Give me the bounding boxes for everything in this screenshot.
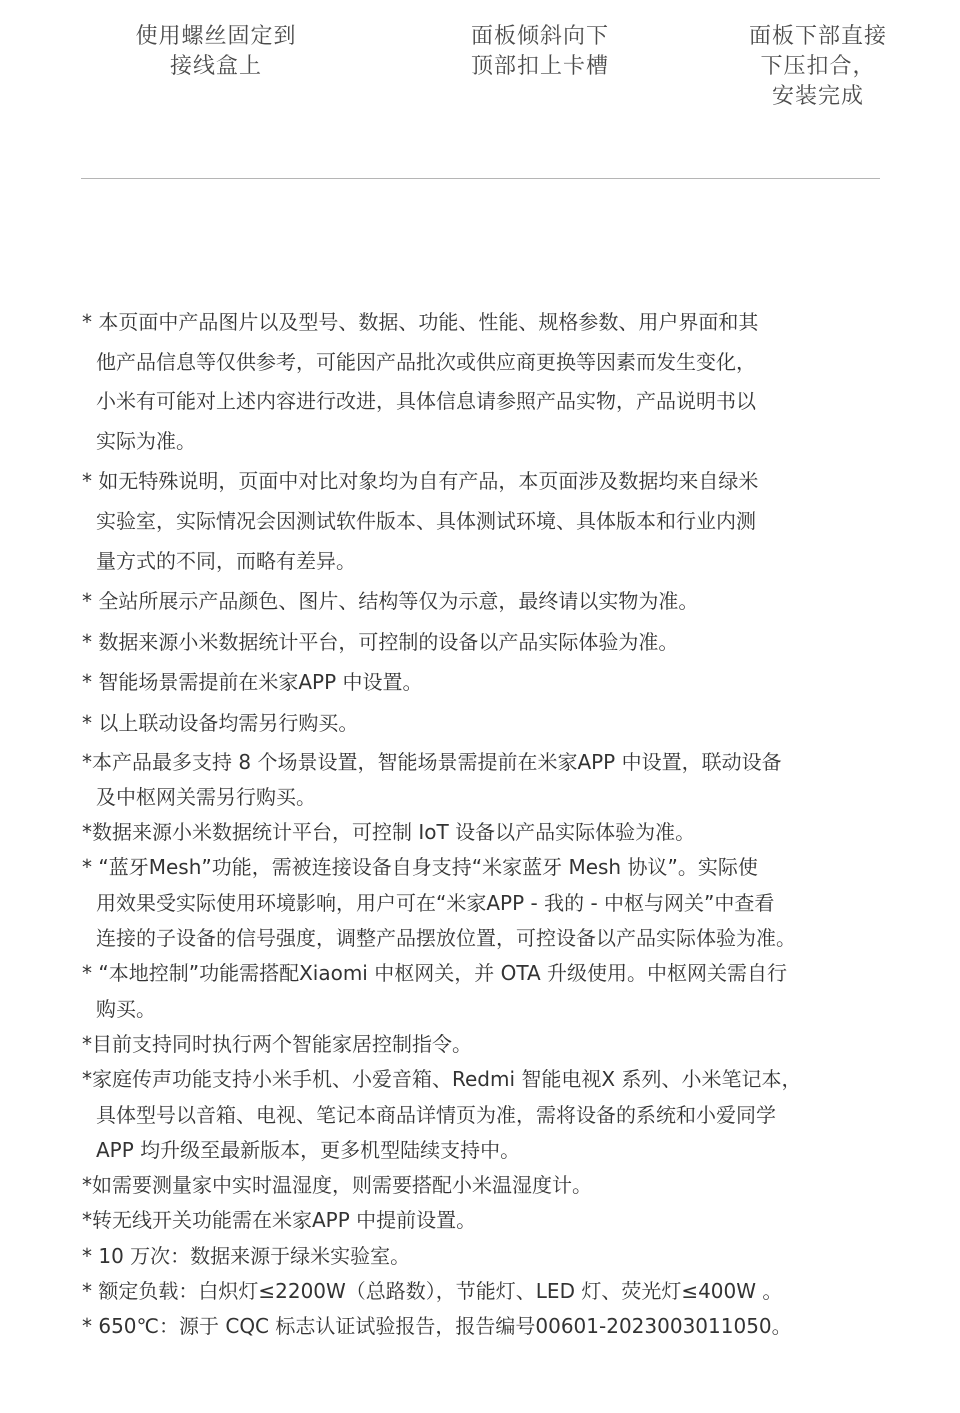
install-steps xyxy=(0,22,960,122)
note-line: 购买。 xyxy=(96,996,156,1021)
install-step-1-line-2: 接线盒上 xyxy=(169,54,262,79)
note-line: * 650℃：源于 CQC 标志认证试验报告，报告编号00601-2023003011050。 xyxy=(82,1314,792,1339)
note-line: * 如无特殊说明，页面中对比对象均为自有产品，本页面涉及数据均来自绿米 xyxy=(82,469,759,494)
footnote-2 xyxy=(82,815,892,850)
note-line: * 额定负载：白炽灯≤2200W（总路数），节能灯、LED 灯、荧光灯≤400W 。 xyxy=(82,1278,783,1303)
note-line: APP 均升级至最新版本，更多机型陆续支持中。 xyxy=(96,1137,521,1162)
disclaimer-note-6 xyxy=(82,704,892,744)
note-line: * “本地控制”功能需搭配Xiaomi 中枢网关，并 OTA 升级使用。中枢网关需自行 xyxy=(82,961,788,986)
note-line: 用效果受实际使用环境影响，用户可在“米家APP - 我的 - 中枢与网关”中查看 xyxy=(96,890,775,915)
note-line: *目前支持同时执行两个智能家居控制指令。 xyxy=(82,1031,472,1056)
footnote-6 xyxy=(82,1062,892,1168)
disclaimer-note-5 xyxy=(82,663,892,703)
footnote-5 xyxy=(82,1027,892,1062)
install-step-2-line-1: 面板倾斜向下 xyxy=(470,24,609,49)
note-line: * 本页面中产品图片以及型号、数据、功能、性能、规格参数、用户界面和其 xyxy=(82,310,759,334)
footnote-4 xyxy=(82,956,892,1027)
footnote-10 xyxy=(82,1274,892,1309)
footnote-8 xyxy=(82,1203,892,1238)
note-line: 实验室，实际情况会因测试软件版本、具体测试环境、具体版本和行业内测 xyxy=(96,508,756,533)
install-step-2 xyxy=(420,22,660,82)
install-step-3 xyxy=(698,22,938,112)
disclaimer-note-1 xyxy=(82,303,892,461)
footnote-9 xyxy=(82,1239,892,1274)
disclaimer-note-3 xyxy=(82,582,892,622)
footnote-11 xyxy=(82,1309,892,1344)
install-step-2-line-2: 顶部扣上卡槽 xyxy=(470,54,609,79)
footnote-7 xyxy=(82,1168,892,1203)
section-divider xyxy=(81,178,880,179)
note-line: 量方式的不同，而略有差异。 xyxy=(96,548,356,573)
note-line: * 智能场景需提前在米家APP 中设置。 xyxy=(82,670,423,695)
note-line: * 全站所展示产品颜色、图片、结构等仅为示意，最终请以实物为准。 xyxy=(82,589,699,614)
install-step-1-line-1: 使用螺丝固定到 xyxy=(135,24,297,49)
note-line: 具体型号以音箱、电视、笔记本商品详情页为准，需将设备的系统和小爱同学 xyxy=(96,1102,776,1127)
note-line: * 数据来源小米数据统计平台，可控制的设备以产品实际体验为准。 xyxy=(82,629,679,654)
note-line: *数据来源小米数据统计平台，可控制 IoT 设备以产品实际体验为准。 xyxy=(82,820,696,845)
install-step-1 xyxy=(96,22,336,82)
note-line: *家庭传声功能支持小米手机、小爱音箱、Redmi 智能电视X 系列、小米笔记本， xyxy=(82,1067,802,1092)
disclaimer-note-4 xyxy=(82,623,892,663)
note-line: 实际为准。 xyxy=(96,428,196,453)
note-line: * “蓝牙Mesh”功能，需被连接设备自身支持“米家蓝牙 Mesh 协议”。实际使 xyxy=(82,855,758,880)
note-line: *本产品最多支持 8 个场景设置，智能场景需提前在米家APP 中设置，联动设备 xyxy=(82,749,782,774)
note-line: * 以上联动设备均需另行购买。 xyxy=(82,710,359,735)
disclaimer-note-2 xyxy=(82,462,892,581)
note-line: 连接的子设备的信号强度，调整产品摆放位置，可控设备以产品实际体验为准。 xyxy=(96,926,796,951)
note-line: *如需要测量家中实时温湿度，则需要搭配小米温湿度计。 xyxy=(82,1173,592,1198)
note-line: *转无线开关功能需在米家APP 中提前设置。 xyxy=(82,1208,477,1233)
disclaimer-notes xyxy=(82,303,892,1345)
install-step-3-line-3: 安装完成 xyxy=(771,84,864,109)
install-step-3-line-2: 下压扣合， xyxy=(760,54,876,79)
footnote-1 xyxy=(82,745,892,816)
note-line: 他产品信息等仅供参考，可能因产品批次或供应商更换等因素而发生变化， xyxy=(96,349,756,374)
note-line: 小米有可能对上述内容进行改进，具体信息请参照产品实物，产品说明书以 xyxy=(96,389,756,414)
note-line: 及中枢网关需另行购买。 xyxy=(96,784,316,809)
footnote-3 xyxy=(82,850,892,956)
install-step-3-line-1: 面板下部直接 xyxy=(748,24,887,49)
note-line: * 10 万次：数据来源于绿米实验室。 xyxy=(82,1243,411,1268)
